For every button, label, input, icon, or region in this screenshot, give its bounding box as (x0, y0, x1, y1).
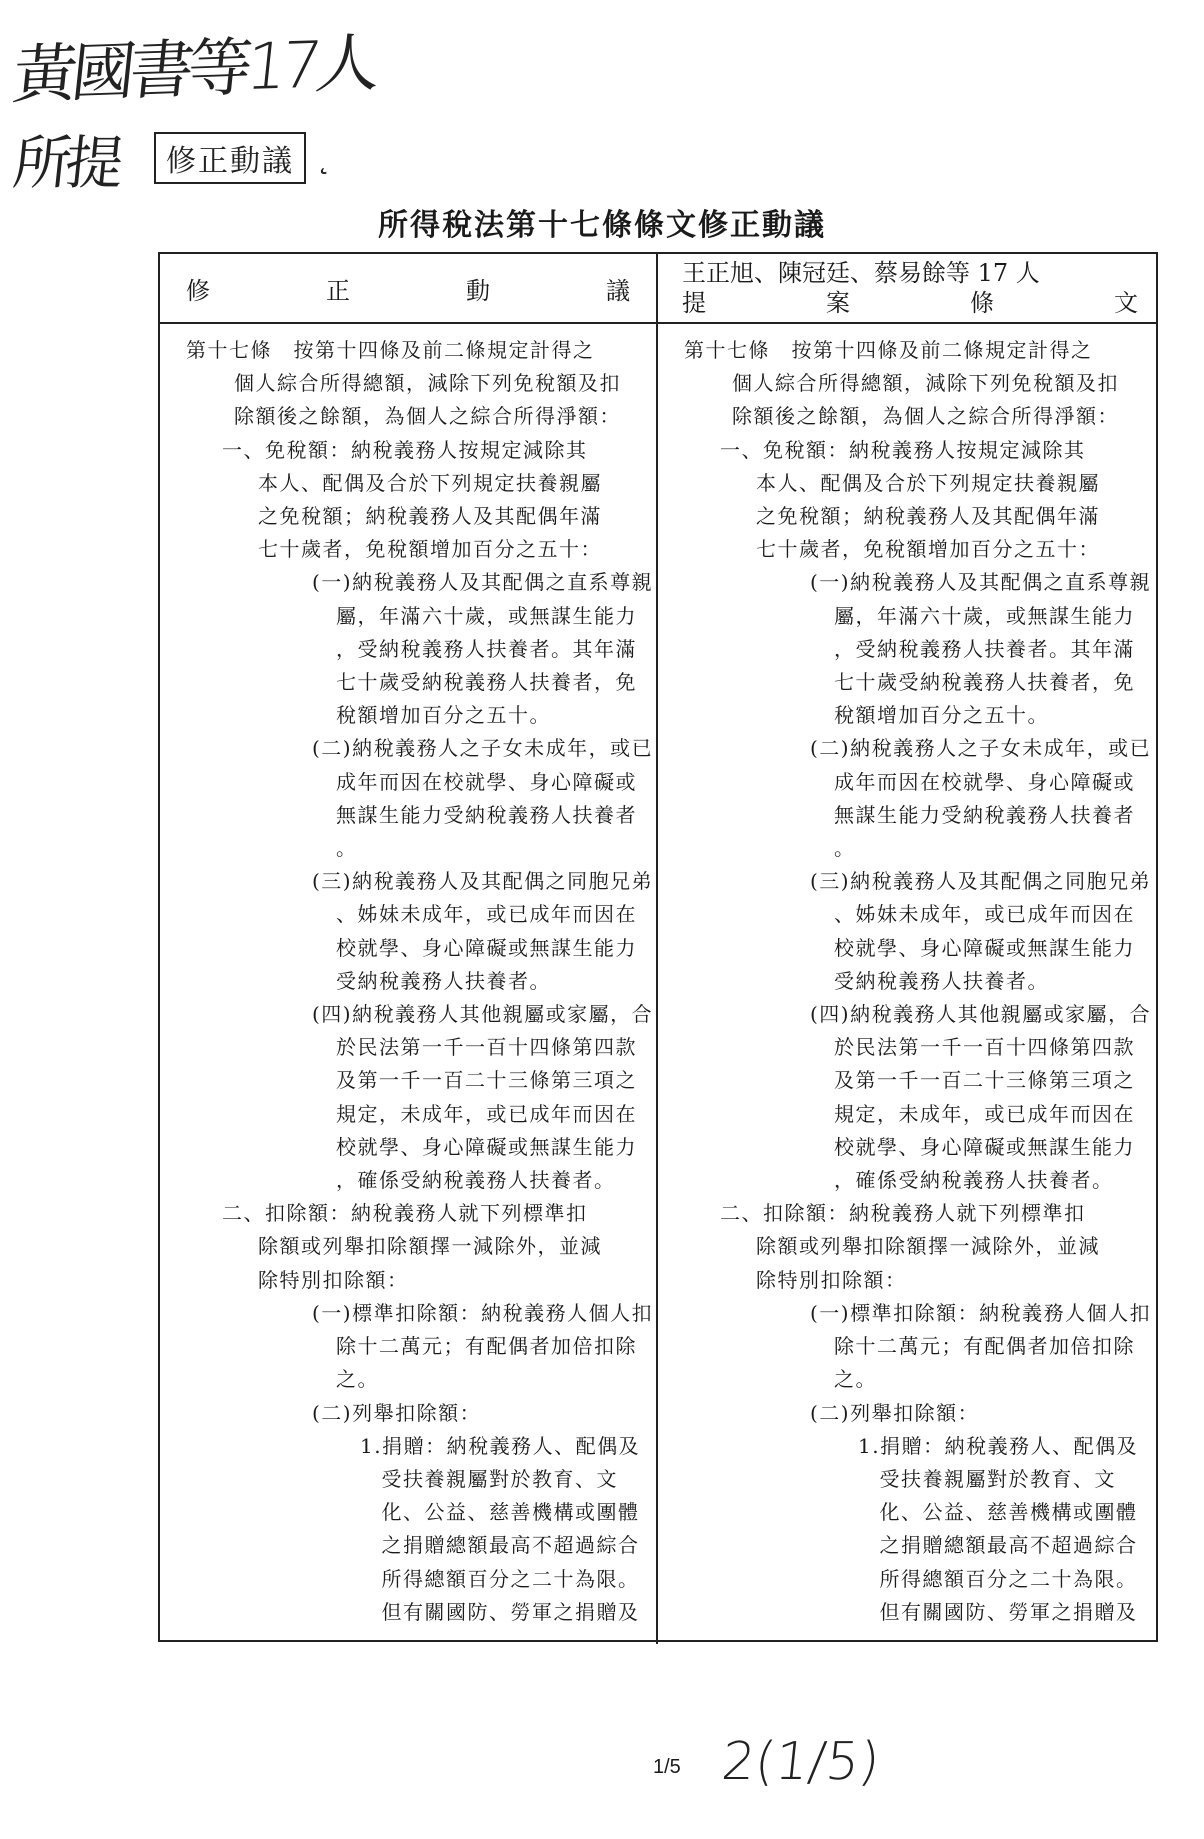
text-line: 無謀生能力受納稅義務人扶養者 (834, 802, 1135, 827)
text-line: 於民法第一千一百十四條第四款 (834, 1035, 1135, 1060)
text-line: 受扶養親屬對於教育、文 (360, 1466, 618, 1491)
text-line: (二)列舉扣除額： (810, 1400, 980, 1425)
text-line: 之免稅額；納稅義務人及其配偶年滿 (258, 504, 602, 529)
text-line: (一)納稅義務人及其配偶之直系尊親 (810, 570, 1152, 595)
handwritten-page-number: 2(1/5) (718, 1732, 883, 1792)
text-line: 第十七條 按第十四條及前二條規定計得之 (684, 338, 1093, 362)
text-line: (一)標準扣除額：納稅義務人個人扣 (810, 1300, 1152, 1325)
comparison-table (158, 252, 1158, 1642)
text-line: ，受納稅義務人扶養者。其年滿 (336, 636, 637, 661)
text-line: 屬，年滿六十歲，或無謀生能力 (834, 603, 1135, 628)
right-header-char: 條 (970, 289, 994, 317)
right-header-char: 提 (682, 289, 706, 317)
left-header-char: 修 (186, 276, 210, 305)
handwritten-proposers: 黃國書等17人 (9, 26, 379, 114)
table-header (160, 254, 1156, 324)
text-line: ，受納稅義務人扶養者。其年滿 (834, 636, 1135, 661)
page-number: 1/5 (653, 1756, 681, 1778)
text-line: 受納稅義務人扶養者。 (336, 968, 551, 993)
text-line: 個人綜合所得總額，減除下列免稅額及扣 (732, 371, 1119, 396)
text-line: 個人綜合所得總額，減除下列免稅額及扣 (234, 371, 621, 396)
handwritten-annotation (9, 26, 379, 200)
left-header-char: 動 (466, 276, 490, 305)
text-line: 一、免稅額：納稅義務人按規定減除其 (720, 437, 1086, 462)
text-line: 二、扣除額：納稅義務人就下列標準扣 (720, 1201, 1086, 1226)
text-line: 二、扣除額：納稅義務人就下列標準扣 (222, 1201, 588, 1226)
text-line: 稅額增加百分之五十。 (834, 703, 1049, 728)
proposal-text-column (658, 324, 1156, 1644)
text-line: 除十二萬元；有配偶者加倍扣除 (336, 1334, 637, 1359)
text-line: 之免稅額；納稅義務人及其配偶年滿 (756, 504, 1100, 529)
left-header-text (160, 271, 656, 306)
text-line: 化、公益、慈善機構或團體 (858, 1500, 1138, 1525)
text-line: 之。 (834, 1367, 877, 1392)
text-line: 除額或列舉扣除額擇一減除外，並減 (756, 1234, 1100, 1259)
text-line: (四)納稅義務人其他親屬或家屬，合 (810, 1002, 1152, 1027)
text-line: 所得總額百分之二十為限。 (360, 1566, 640, 1591)
text-line: 除額或列舉扣除額擇一減除外，並減 (258, 1234, 602, 1259)
text-line: (二)納稅義務人之子女未成年，或已 (312, 736, 654, 761)
text-line: 成年而因在校就學、身心障礙或 (336, 769, 637, 794)
motion-box-label: 修正動議 (154, 132, 306, 184)
amendment-text-column (160, 324, 658, 1644)
text-line: 但有關國防、勞軍之捐贈及 (858, 1599, 1138, 1624)
text-line: 除特別扣除額： (756, 1267, 907, 1292)
right-header-char: 文 (1114, 289, 1138, 317)
text-line: 七十歲受納稅義務人扶養者，免 (834, 670, 1135, 695)
text-line: 校就學、身心障礙或無謀生能力 (336, 1134, 637, 1159)
text-line: 校就學、身心障礙或無謀生能力 (336, 935, 637, 960)
text-line: 除額後之餘額，為個人之綜合所得淨額： (732, 404, 1119, 429)
text-line: 受納稅義務人扶養者。 (834, 968, 1049, 993)
left-header-char: 議 (606, 276, 630, 305)
text-line: 除特別扣除額： (258, 1267, 409, 1292)
text-line: 、姊妹未成年，或已成年而因在 (336, 902, 637, 927)
text-line: 規定，未成年，或已成年而因在 (834, 1101, 1135, 1126)
handwritten-proposed: 所提 (9, 129, 122, 197)
text-line: (一)標準扣除額：納稅義務人個人扣 (312, 1300, 654, 1325)
text-line: 但有關國防、勞軍之捐贈及 (360, 1599, 640, 1624)
text-line: 規定，未成年，或已成年而因在 (336, 1101, 637, 1126)
text-line: 之捐贈總額最高不超過綜合 (360, 1533, 640, 1558)
text-line: ，確係受納稅義務人扶養者。 (834, 1168, 1114, 1193)
text-line: 於民法第一千一百十四條第四款 (336, 1035, 637, 1060)
text-line: 七十歲者，免稅額增加百分之五十： (258, 537, 602, 562)
right-header-line2 (682, 288, 1138, 318)
text-line: (二)納稅義務人之子女未成年，或已 (810, 736, 1152, 761)
right-header-char: 案 (826, 289, 850, 317)
text-line: 1.捐贈：納稅義務人、配偶及 (360, 1433, 641, 1458)
text-line: 本人、配偶及合於下列規定扶養親屬 (258, 470, 602, 495)
text-line: 及第一千一百二十三條第三項之 (336, 1068, 637, 1093)
text-line: 成年而因在校就學、身心障礙或 (834, 769, 1135, 794)
right-header-line1: 王正旭、陳冠廷、蔡易餘等 17 人 (682, 259, 1040, 287)
text-line: 。 (834, 836, 856, 861)
text-line: (三)納稅義務人及其配偶之同胞兄弟 (312, 869, 654, 894)
text-line: 七十歲者，免稅額增加百分之五十： (756, 537, 1100, 562)
text-line: 受扶養親屬對於教育、文 (858, 1466, 1116, 1491)
text-line: 屬，年滿六十歲，或無謀生能力 (336, 603, 637, 628)
text-line: 之捐贈總額最高不超過綜合 (858, 1533, 1138, 1558)
handwritten-line2 (9, 116, 373, 200)
text-line: 第十七條 按第十四條及前二條規定計得之 (186, 338, 595, 362)
text-line: 之。 (336, 1367, 379, 1392)
text-line: 校就學、身心障礙或無謀生能力 (834, 935, 1135, 960)
text-line: 校就學、身心障礙或無謀生能力 (834, 1134, 1135, 1159)
text-line: 本人、配偶及合於下列規定扶養親屬 (756, 470, 1100, 495)
text-line: 除額後之餘額，為個人之綜合所得淨額： (234, 404, 621, 429)
table-body (160, 324, 1156, 1644)
text-line: 除十二萬元；有配偶者加倍扣除 (834, 1334, 1135, 1359)
right-header-cell (658, 254, 1156, 322)
document-title: 所得稅法第十七條條文修正動議 (378, 208, 826, 243)
text-line: (二)列舉扣除額： (312, 1400, 482, 1425)
left-header-cell (160, 254, 658, 322)
text-line: 化、公益、慈善機構或團體 (360, 1500, 640, 1525)
text-line: 1.捐贈：納稅義務人、配偶及 (858, 1433, 1139, 1458)
text-line: 無謀生能力受納稅義務人扶養者 (336, 802, 637, 827)
text-line: (四)納稅義務人其他親屬或家屬，合 (312, 1002, 654, 1027)
handwritten-mark: ˛ (316, 140, 332, 176)
text-line: (一)納稅義務人及其配偶之直系尊親 (312, 570, 654, 595)
text-line: 及第一千一百二十三條第三項之 (834, 1068, 1135, 1093)
text-line: 七十歲受納稅義務人扶養者，免 (336, 670, 637, 695)
text-line: 。 (336, 836, 358, 861)
text-line: 一、免稅額：納稅義務人按規定減除其 (222, 437, 588, 462)
text-line: 稅額增加百分之五十。 (336, 703, 551, 728)
left-header-char: 正 (326, 276, 350, 305)
text-line: (三)納稅義務人及其配偶之同胞兄弟 (810, 869, 1152, 894)
text-line: ，確係受納稅義務人扶養者。 (336, 1168, 616, 1193)
text-line: 、姊妹未成年，或已成年而因在 (834, 902, 1135, 927)
text-line: 所得總額百分之二十為限。 (858, 1566, 1138, 1591)
